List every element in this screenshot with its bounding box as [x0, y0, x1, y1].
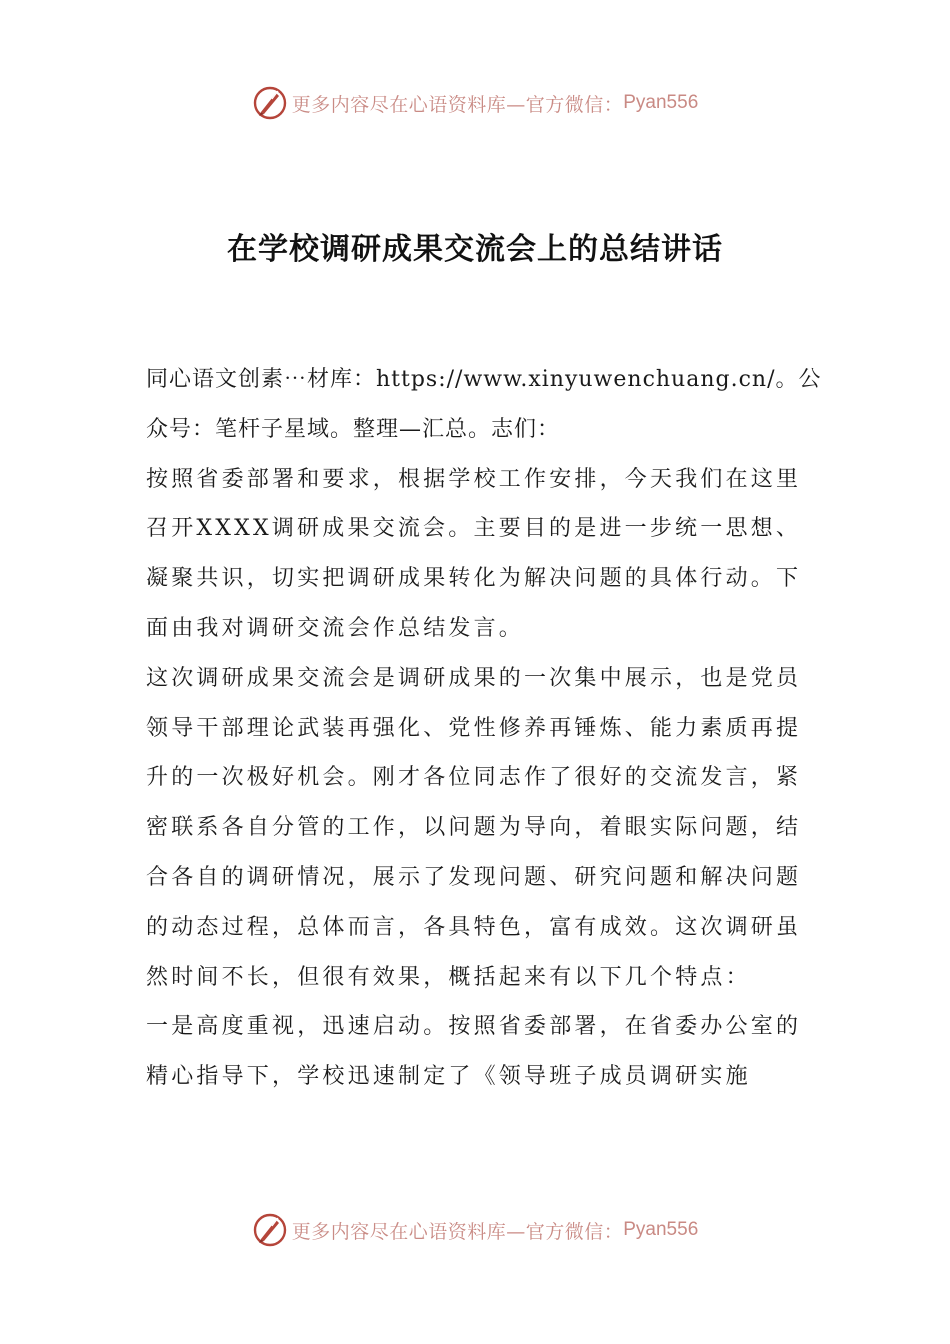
wechat-id: Pyan556 — [623, 1219, 699, 1240]
quill-logo-icon — [252, 1212, 288, 1248]
paragraph: 一是高度重视，迅速启动。按照省委部署，在省委办公室的精心指导下，学校迅速制定了《领导班子成员调研实施 — [146, 1014, 802, 1090]
banner-text: 更多内容尽在心语资料库—官方微信： — [291, 1220, 624, 1243]
paragraph: 按照省委部署和要求，根据学校工作安排，今天我们在这里召开XXXX调研成果交流会。主要目的是进一步统一思想、凝聚共识，切实把调研成果转化为解决问题的具体行动。下面由我对调研交流会作总结发言。 — [146, 466, 802, 641]
footer-banner — [0, 1208, 950, 1252]
banner-text: 更多内容尽在心语资料库—官方微信： — [291, 93, 624, 116]
document-body — [146, 355, 826, 1102]
wechat-id: Pyan556 — [623, 92, 699, 113]
paragraph: 这次调研成果交流会是调研成果的一次集中展示，也是党员领导干部理论武装再强化、党性修养再锤炼、能力素质再提升的一次极好机会。刚才各位同志作了很好的交流发言，紧密联系各自分管的工作，以问题为导向，着眼实际问题，结合各自的调研情况，展示了发现问题、研究问题和解决问题的动态过程，总体而言，各具特色，富有成效。这次调研虽然时间不长，但很有效果，概括起来有以下几个特点： — [146, 665, 802, 990]
header-banner — [0, 81, 950, 125]
quill-logo-icon — [252, 85, 288, 121]
document-title: 在学校调研成果交流会上的总结讲话 — [227, 232, 723, 267]
paragraph-intro: 同心语文创素⋯材库：https://www.xinyuwenchuang.cn/。公众号：笔杆子星域。整理—汇总。志们： — [146, 367, 822, 442]
